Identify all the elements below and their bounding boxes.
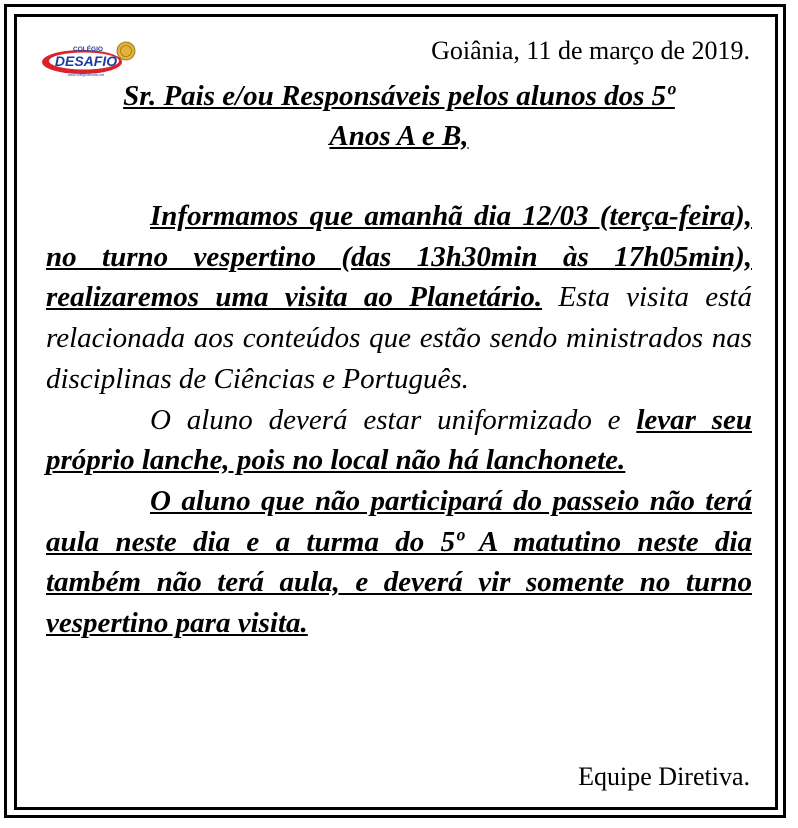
paragraph-1-rest: Esta visita está relacionada aos conteúdos que estão sendo ministrados nas disciplinas de Ciências e Português.	[46, 281, 752, 395]
logo-small-text: COLÉGIO	[73, 46, 103, 53]
paragraph-3	[46, 481, 752, 644]
paragraph-2	[46, 400, 752, 481]
paragraph-1	[46, 196, 752, 400]
logo-url: www.colegiodesafio.net	[67, 73, 105, 77]
salutation	[46, 76, 752, 156]
logo-name: DESAFIO	[54, 53, 118, 69]
letter-date: Goiânia, 11 de março de 2019.	[431, 36, 750, 65]
logo-seal	[117, 42, 135, 60]
paragraph-3-emphasis: O aluno que não participará do passeio não terá aula neste dia e a turma do 5º A matutino neste dia também não terá aula, e deverá vir somente no turno vespertino para visita.	[46, 484, 752, 640]
paragraph-2-plain: O aluno deverá estar uniformizado e	[150, 403, 637, 436]
colegio-desafio-logo	[40, 40, 140, 80]
paragraph-1-emphasis: Informamos que amanhã dia 12/03 (terça-feira), no turno vespertino (das 13h30min às 17h05min), realizaremos uma visita ao Planetário.	[46, 200, 752, 314]
letter-body	[46, 196, 752, 644]
signature: Equipe Diretiva.	[578, 762, 750, 791]
salutation-line-2: Anos A e B,	[329, 120, 469, 152]
salutation-line-1: Sr. Pais e/ou Responsáveis pelos alunos dos 5º	[123, 80, 675, 112]
paragraph-2-emphasis: levar seu próprio lanche, pois no local não há lanchonete.	[46, 403, 752, 477]
